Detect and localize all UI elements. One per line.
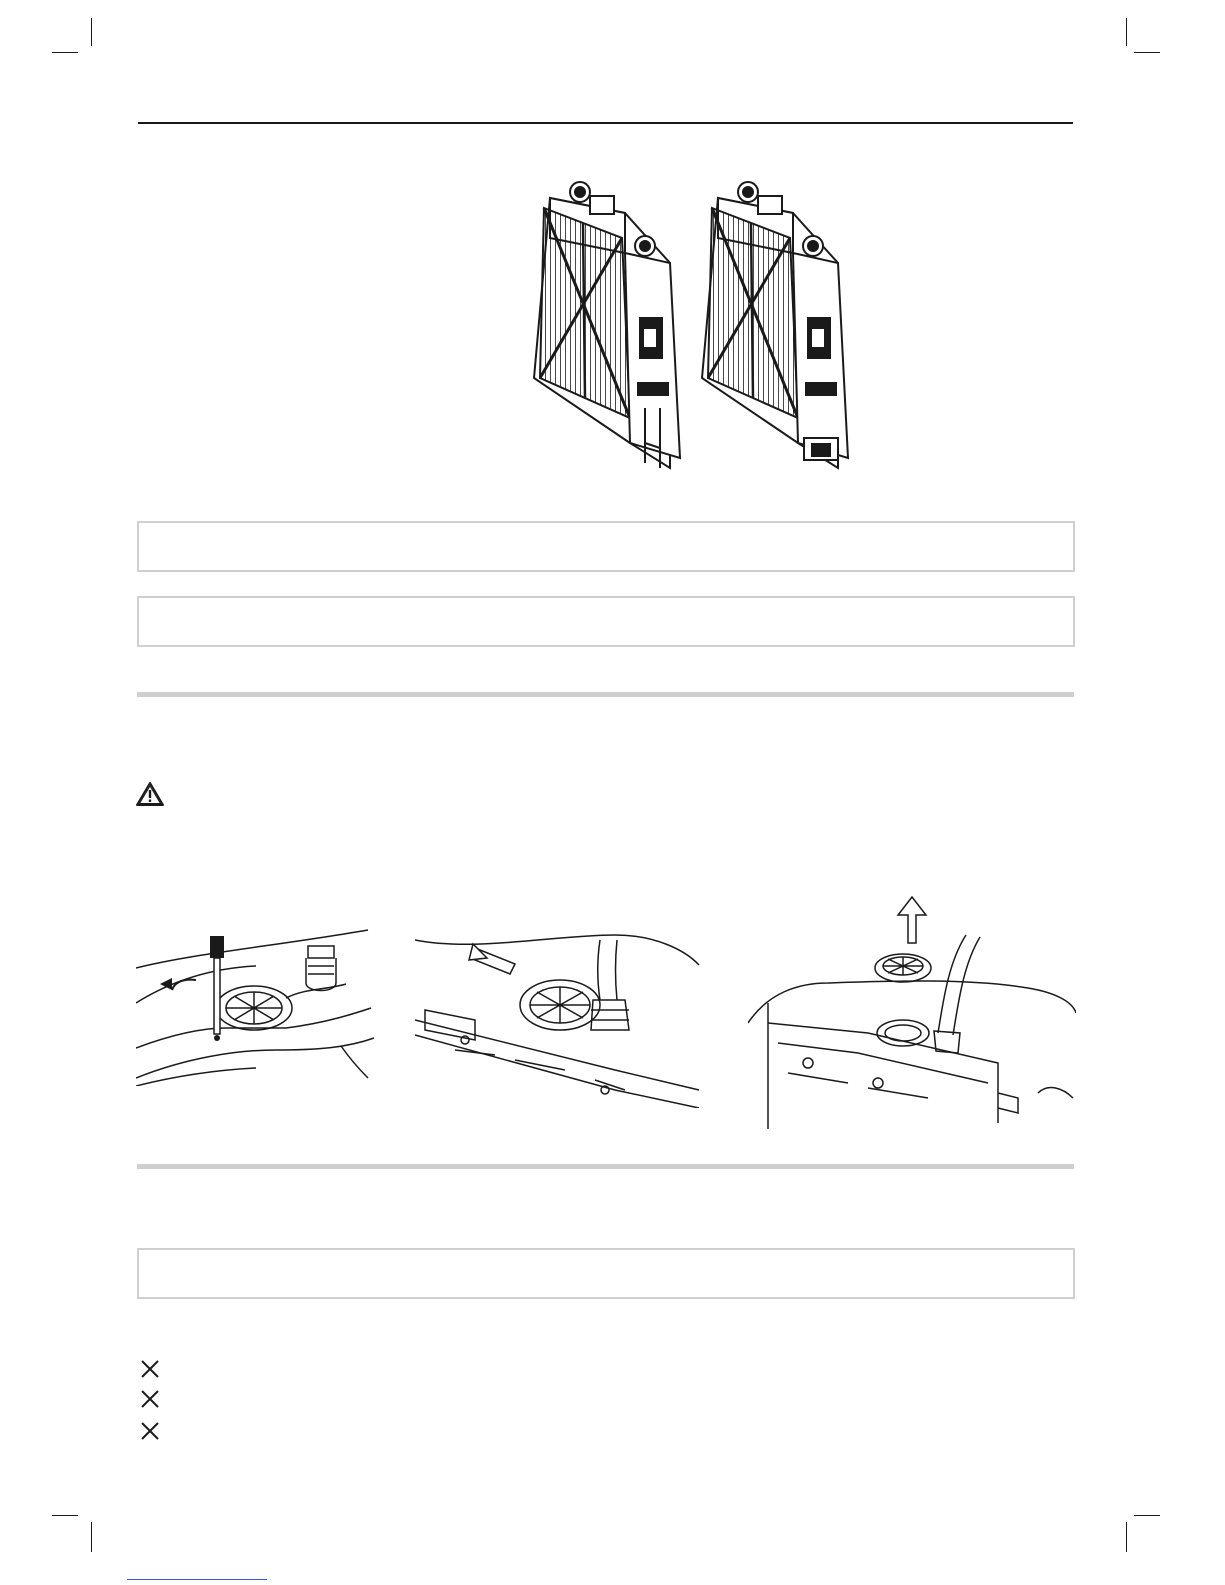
header-rule [138, 122, 1073, 124]
filter-cartridges-illustration [520, 178, 870, 483]
crop-mark [1134, 52, 1160, 53]
crop-mark [1134, 1515, 1160, 1516]
crop-mark [91, 1522, 92, 1552]
note-box [137, 521, 1075, 572]
note-box [137, 1248, 1075, 1299]
section-divider [137, 692, 1074, 697]
up-arrow-icon [898, 897, 926, 943]
filter-cartridge-left [534, 182, 680, 468]
crop-mark [1126, 1522, 1127, 1552]
cross-icon [139, 1358, 161, 1380]
filter-cartridge-right [702, 182, 848, 468]
step-illustration-lift [748, 893, 1076, 1129]
crop-mark [52, 52, 78, 53]
cross-icon [139, 1388, 161, 1410]
crop-mark [91, 18, 92, 46]
step-illustration-slide [415, 930, 700, 1108]
cross-icon [139, 1420, 161, 1442]
warning-triangle-icon [135, 781, 165, 807]
crop-mark [1126, 18, 1127, 46]
footer-link-underline[interactable] [127, 1579, 267, 1580]
crop-mark [52, 1515, 78, 1516]
step-illustration-unscrew [136, 928, 376, 1086]
section-divider [137, 1164, 1074, 1169]
note-box [137, 596, 1075, 647]
